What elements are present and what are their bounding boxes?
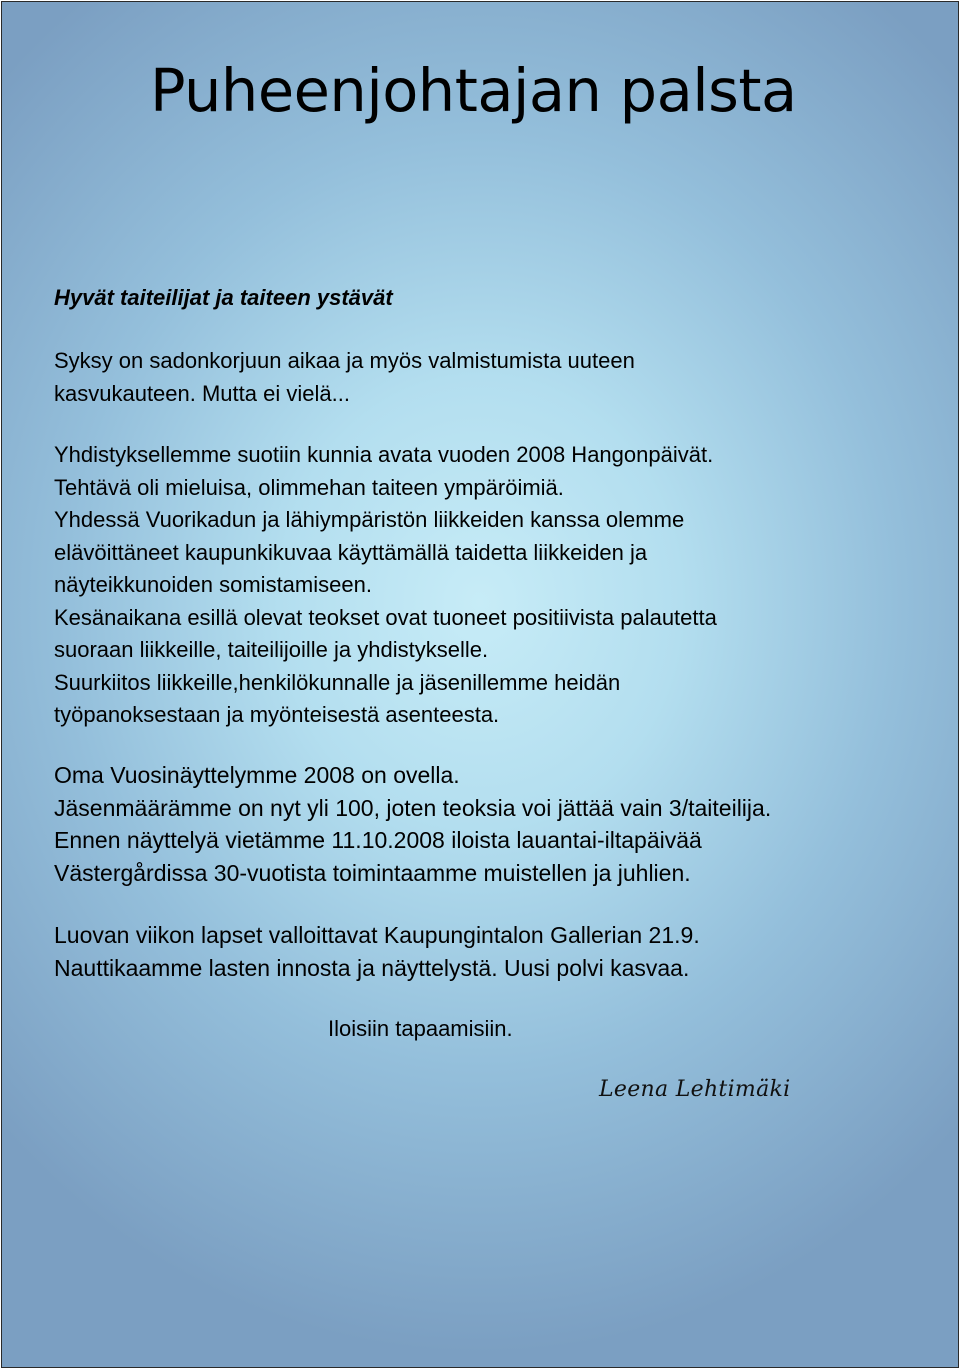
text-line: Tehtävä oli mieluisa, olimmehan taiteen ympäröimiä. xyxy=(54,474,564,500)
children-paragraph xyxy=(54,919,700,984)
signature: Leena Lehtimäki xyxy=(599,1077,791,1102)
body-paragraph xyxy=(54,439,717,732)
newsletter-page xyxy=(1,1,959,1368)
text-line: näyteikkunoiden somistamiseen. xyxy=(54,572,372,597)
text-line: Syksy on sadonkorjuun aikaa ja myös valmistumista uuteen xyxy=(54,348,635,373)
text-line: Nauttikaamme lasten innosta ja näyttelystä. Uusi polvi kasvaa. xyxy=(54,954,690,981)
text-line: työpanoksestaan ja myönteisestä asenteesta. xyxy=(54,702,500,727)
text-line: Jäsenmäärämme on nyt yli 100, joten teoksia voi jättää vain 3/taiteilija. xyxy=(54,794,772,821)
letter-greeting: Hyvät taiteilijat ja taiteen ystävät xyxy=(54,285,393,310)
text-line: Luovan viikon lapset valloittavat Kaupungintalon Gallerian 21.9. xyxy=(54,922,700,948)
text-line: Suurkiitos liikkeille,henkilökunnalle ja jäsenillemme heidän xyxy=(54,669,621,695)
exhibition-paragraph xyxy=(54,759,771,889)
text-line: Oma Vuosinäyttelymme 2008 on ovella. xyxy=(54,762,460,788)
text-line: Ennen näyttelyä vietämme 11.10.2008 iloista lauantai-iltapäivää xyxy=(54,827,702,853)
page-title: Puheenjohtajan palsta xyxy=(150,56,797,125)
intro-paragraph xyxy=(54,345,635,410)
text-line: Yhdistyksellemme suotiin kunnia avata vuoden 2008 Hangonpäivät. xyxy=(54,442,714,467)
text-line: Yhdessä Vuorikadun ja lähiympäristön liikkeiden kanssa olemme xyxy=(54,507,685,532)
closing-line: Iloisiin tapaamisiin. xyxy=(328,1016,513,1041)
text-line: elävöittäneet kaupunkikuvaa käyttämällä taidetta liikkeiden ja xyxy=(54,539,648,565)
text-line: Västergårdissa 30-vuotista toimintaamme muistellen ja juhlien. xyxy=(54,859,691,886)
text-line: kasvukauteen. Mutta ei vielä... xyxy=(54,380,350,406)
text-line: Kesänaikana esillä olevat teokset ovat tuoneet positiivista palautetta xyxy=(54,604,717,630)
text-line: suoraan liikkeille, taiteilijoille ja yhdistykselle. xyxy=(54,637,489,662)
